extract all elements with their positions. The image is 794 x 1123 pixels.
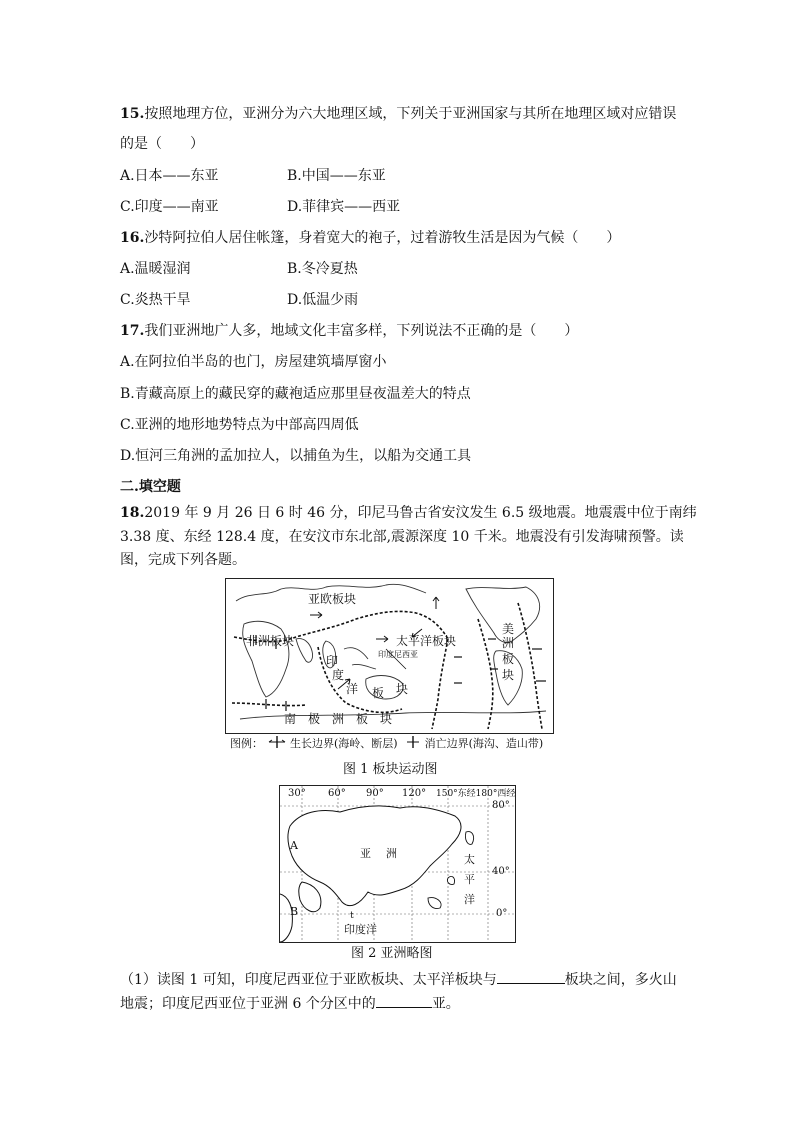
q18-text-line2: 3.38 度、东经 128.4 度，在安汶市东北部,震源深度 10 千米。地震没有引发海啸预警。读 xyxy=(120,529,684,545)
label-india-4: 板 xyxy=(372,686,385,700)
label-america-2: 洲 xyxy=(502,636,515,650)
label-pacific-plate: 太平洋板块 xyxy=(396,634,457,648)
lat-label-0: 0° xyxy=(496,908,508,919)
figure1-caption: 图 1 板块运动图 xyxy=(343,762,438,777)
lon-label-30: 30° xyxy=(288,788,306,799)
label-indonesia: 印度尼西亚 xyxy=(378,650,418,659)
asia-label-2: 洲 xyxy=(386,847,397,860)
q15-stem-line1 xyxy=(120,104,676,124)
label-eurasian-plate: 亚欧板块 xyxy=(308,592,357,606)
q15-option-a: A.日本——东亚 xyxy=(120,168,219,184)
lat-label-40: 40° xyxy=(492,866,510,877)
q18-sub1-text-b: 板块之间，多火山 xyxy=(564,972,677,988)
q15-option-b: B.中国——东亚 xyxy=(287,168,386,184)
small-mark-label: t xyxy=(350,911,354,921)
label-india-1: 印 xyxy=(326,654,339,668)
answer-blank-region[interactable] xyxy=(376,993,432,1008)
asia-label-1: 亚 xyxy=(360,847,371,860)
q18-text-line3: 图，完成下列各题。 xyxy=(120,552,246,568)
label-america-4: 块 xyxy=(502,668,515,682)
legend-subduction-label: 消亡边界(海沟、造山带) xyxy=(424,737,544,750)
label-antarctic-plate: 南 极 洲 板 块 xyxy=(284,712,393,726)
q15-option-c: C.印度——南亚 xyxy=(120,199,219,215)
q18-sub1-text-d: 亚。 xyxy=(431,996,460,1012)
label-america-1: 美 xyxy=(502,622,515,636)
label-african-plate: 非洲板块 xyxy=(246,634,295,648)
subduction-boundary-icon xyxy=(405,736,421,752)
legend-prefix: 图例： xyxy=(230,737,263,750)
q16-stem-text: 沙特阿拉伯人居住帐篷，身着宽大的袍子，过着游牧生活是因为气候（ ） xyxy=(144,230,621,246)
q17-option-c: C.亚洲的地形地势特点为中部高四周低 xyxy=(120,417,359,433)
q15-option-d: D.菲律宾——西亚 xyxy=(287,199,401,215)
lon-label-150-180: 150°东经180°西经 xyxy=(436,789,516,799)
label-india-5: 块 xyxy=(396,682,409,696)
growth-boundary-icon xyxy=(267,736,287,752)
point-b-label: B xyxy=(290,905,299,918)
lon-label-60: 60° xyxy=(328,788,346,799)
section-fill-in-title: 二.填空题 xyxy=(120,479,181,495)
pacific-label-2: 平 xyxy=(464,873,475,886)
q16-number: 16. xyxy=(120,230,145,246)
indian-ocean-label: 印度洋 xyxy=(344,923,377,936)
figure1-legend xyxy=(230,736,543,752)
q17-option-b: B.青藏高原上的藏民穿的藏袍适应那里昼夜温差大的特点 xyxy=(120,386,471,402)
q17-option-a: A.在阿拉伯半岛的也门，房屋建筑墙厚窗小 xyxy=(120,354,387,370)
pacific-label-3: 洋 xyxy=(464,893,475,906)
q17-stem xyxy=(120,321,578,341)
q18-sub1-line1 xyxy=(120,969,677,990)
figure1-plate-map xyxy=(225,578,554,734)
q18-sub1-text-a: （1）读图 1 可知，印度尼西亚位于亚欧板块、太平洋板块与 xyxy=(120,972,497,988)
answer-blank-plate[interactable] xyxy=(497,969,565,984)
legend-growth-label: 生长边界(海岭、断层) xyxy=(290,737,398,750)
point-a-label: A xyxy=(290,839,298,852)
asia-map-drawing xyxy=(280,786,515,942)
label-america-3: 板 xyxy=(502,652,515,666)
q15-stem-text: 按照地理方位，亚洲分为六大地理区域，下列关于亚洲国家与其所在地理区域对应错误 xyxy=(144,106,677,122)
q17-option-d: D.恒河三角洲的孟加拉人，以捕鱼为生，以船为交通工具 xyxy=(120,448,472,464)
q18-text-1: 2019 年 9 月 26 日 6 时 46 分，印尼马鲁古省安汶发生 6.5 级地震。地震震中位于南纬 xyxy=(144,505,697,521)
lon-label-120: 120° xyxy=(402,788,427,799)
q17-stem-text: 我们亚洲地广人多，地域文化丰富多样，下列说法不正确的是（ ） xyxy=(144,323,579,339)
q15-stem-line2: 的是（ ） xyxy=(120,136,204,152)
label-india-2: 度 xyxy=(332,668,345,682)
figure2-asia-map xyxy=(279,785,516,943)
lat-label-80: 80° xyxy=(492,800,510,811)
q15-number: 15. xyxy=(120,106,145,122)
figure2-caption: 图 2 亚洲略图 xyxy=(351,946,433,961)
q18-sub1-text-c: 地震；印度尼西亚位于亚洲 6 个分区中的 xyxy=(120,996,376,1012)
label-india-3: 洋 xyxy=(346,682,359,696)
q16-option-b: B.冬冷夏热 xyxy=(287,261,358,277)
q17-number: 17. xyxy=(120,323,145,339)
lon-label-90: 90° xyxy=(366,788,384,799)
q16-option-a: A.温暖湿润 xyxy=(120,261,191,277)
pacific-label-1: 太 xyxy=(464,853,475,866)
q16-option-d: D.低温少雨 xyxy=(287,292,359,308)
q16-stem xyxy=(120,228,620,248)
q16-option-c: C.炎热干旱 xyxy=(120,292,191,308)
q18-sub1-line2 xyxy=(120,993,460,1014)
q18-number: 18. xyxy=(120,505,145,521)
q18-text-line1 xyxy=(120,503,697,523)
